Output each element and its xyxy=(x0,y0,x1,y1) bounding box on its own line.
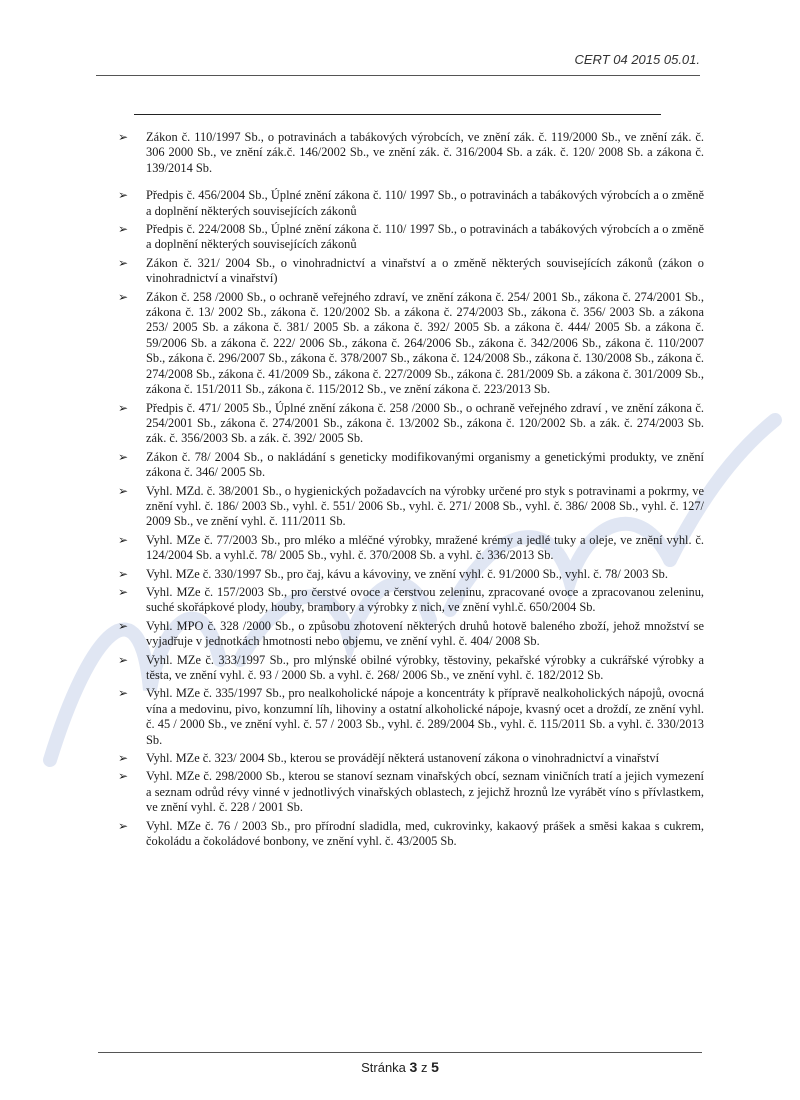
list-item-text: Vyhl. MZe č. 330/1997 Sb., pro čaj, kávu a kávoviny, ve znění vyhl. č. 91/2000 Sb., vyhl. č. 78/ 2003 Sb. xyxy=(146,566,668,581)
arrow-bullet-icon: ➢ xyxy=(118,686,129,701)
arrow-bullet-icon: ➢ xyxy=(118,751,129,766)
list-item-text: Zákon č. 321/ 2004 Sb., o vinohradnictví a vinařství a o změně některých souvisejících zákonů (zákon o vinohradnictví a vinařství) xyxy=(146,255,704,286)
arrow-bullet-icon: ➢ xyxy=(118,449,129,464)
list-item-text: Vyhl. MZe č. 77/2003 Sb., pro mléko a mléčné výrobky, mražené krémy a jedlé tuky a oleje, ve znění vyhl. č. 124/2004 Sb. a vyhl.č. 78/ 2005 Sb., vyhl. č. 370/2008 Sb. a vyhl. č. 336/2013 Sb. xyxy=(146,532,704,563)
section-rule xyxy=(134,114,661,115)
list-item xyxy=(118,585,704,616)
list-item xyxy=(118,290,704,398)
list-item-text: Předpis č. 471/ 2005 Sb., Úplné znění zákona č. 258 /2000 Sb., o ochraně veřejného zdraví , ve znění zákona č. 254/2001 Sb., zákona č. 274/2001 Sb., zákona č. 13/2002 Sb., zákona č. 120/2002 Sb. a zák. č. 274/2003 Sb. zák. č. 356/2003 Sb. a zák. č. 392/ 2005 Sb. xyxy=(146,400,704,446)
arrow-bullet-icon: ➢ xyxy=(118,618,129,633)
arrow-bullet-icon: ➢ xyxy=(118,769,129,784)
of-label: z xyxy=(420,1060,428,1075)
list-item xyxy=(118,533,704,564)
arrow-bullet-icon: ➢ xyxy=(118,652,129,667)
list-item-text: Předpis č. 456/2004 Sb., Úplné znění zákona č. 110/ 1997 Sb., o potravinách a tabákových výrobcích a o změně a doplnění některých souvisejících zákonů xyxy=(146,188,704,218)
page-number: 3 xyxy=(409,1059,418,1075)
arrow-bullet-icon: ➢ xyxy=(118,818,129,833)
arrow-bullet-icon: ➢ xyxy=(118,255,129,270)
list-item xyxy=(118,751,704,766)
document-code: CERT 04 2015 05.01. xyxy=(574,52,700,67)
total-pages: 5 xyxy=(431,1059,439,1075)
list-item xyxy=(118,484,704,530)
arrow-bullet-icon: ➢ xyxy=(118,130,129,144)
list-item xyxy=(118,222,704,253)
list-item xyxy=(118,653,704,684)
list-item-text: Zákon č. 110/1997 Sb., o potravinách a tabákových výrobcích, ve znění zák. č. 119/2000 Sb., ve znění zák. č. 306 2000 Sb., ve znění zák.č. 146/2002 Sb., ve znění zák. č. 316/2004 Sb. a zák. č. 120/ 2008 Sb. a zákona č. 139/2014 Sb. xyxy=(146,130,704,175)
list-item xyxy=(118,686,704,748)
arrow-bullet-icon: ➢ xyxy=(118,222,129,237)
list-item-text: Předpis č. 224/2008 Sb., Úplné znění zákona č. 110/ 1997 Sb., o potravinách a tabákových výrobcích a o změně a doplnění některých souvisejících zákonů xyxy=(146,222,704,252)
list-item xyxy=(118,819,704,850)
arrow-bullet-icon: ➢ xyxy=(118,289,129,304)
list-item-text: Vyhl. MZe č. 333/1997 Sb., pro mlýnské obilné výrobky, těstoviny, pekařské výrobky a cukrářské výrobky a těsta, ve znění vyhl. č. 93 / 2000 Sb. a vyhl. č. 268/ 2006 Sb., ve znění vyhl. č. 182/2012 Sb. xyxy=(146,652,704,682)
list-item-text: Vyhl. MZe č. 323/ 2004 Sb., kterou se provádějí některá ustanovení zákona o vinohradnictví a vinařství xyxy=(146,751,660,766)
arrow-bullet-icon: ➢ xyxy=(118,400,129,415)
arrow-bullet-icon: ➢ xyxy=(118,532,129,547)
page-label: Stránka xyxy=(361,1060,406,1075)
header-rule xyxy=(96,75,700,76)
legislation-list xyxy=(118,130,704,852)
list-item xyxy=(118,567,704,582)
list-item-text: Vyhl. MPO č. 328 /2000 Sb., o způsobu zhotovení některých druhů hotově baleného zboží, jehož množství se vyjadřuje v jednotkách hmotnosti nebo objemu, ve znění vyhl. č. 404/ 2008 Sb. xyxy=(146,618,704,649)
list-item xyxy=(118,450,704,481)
list-item xyxy=(118,130,704,176)
arrow-bullet-icon: ➢ xyxy=(118,188,129,203)
arrow-bullet-icon: ➢ xyxy=(118,483,129,498)
page-footer xyxy=(0,1059,800,1075)
list-item-text: Vyhl. MZe č. 298/2000 Sb., kterou se stanoví seznam vinařských obcí, seznam viničních tratí a jejich vymezení a seznam odrůd révy vinné v jednotlivých vinařských oblastech, z jejichž hroznů lze vyrábět víno s přívlastkem, ve znění vyhl. č. 228 / 2001 Sb. xyxy=(146,769,704,815)
list-item-text: Zákon č. 78/ 2004 Sb., o nakládání s geneticky modifikovanými organismy a genetickými produkty, ve znění zákona č. 346/ 2005 Sb. xyxy=(146,449,704,480)
list-item-text: Vyhl. MZe č. 76 / 2003 Sb., pro přírodní sladidla, med, cukrovinky, kakaový prášek a směsi kakaa s cukrem, čokoládu a čokoládové bonbony, ve znění vyhl. č. 43/2005 Sb. xyxy=(146,818,704,849)
list-item xyxy=(118,769,704,815)
list-item xyxy=(118,256,704,287)
list-item xyxy=(118,619,704,650)
footer-rule xyxy=(98,1052,702,1053)
arrow-bullet-icon: ➢ xyxy=(118,566,129,581)
list-item-text: Zákon č. 258 /2000 Sb., o ochraně veřejného zdraví, ve znění zákona č. 254/ 2001 Sb., zákona č. 274/2001 Sb., zákona č. 13/ 2002 Sb., zákona č. 120/2002 Sb. a zákona č. 274/2003 Sb., zákona č. 356/ 2003 Sb. a zákona 253/ 2005 Sb. a zákona č. 381/ 2005 Sb. a zákona č. 392/ 2005 Sb. a zákona č. 444/ 2005 Sb. a zákona č. 59/2006 Sb. a zákona č. 222/ 2006 Sb., zákona č. 264/2006 Sb., zákona č. 342/2006 Sb., zákona č. 110/2007 Sb., zákona č. 296/2007 Sb., zákona č. 378/2007 Sb., zákona č. 124/2008 Sb., zákona č. 130/2008 Sb., zákona č. 274/2008 Sb., zákona č. 41/2009 Sb., zákona č. 227/2009 Sb., zákona č. 281/2009 Sb. a zákona č. 301/2009 Sb., zákona č. 151/2011 Sb., zákona č. 115/2012 Sb., ve znění zákona č. 223/2013 Sb. xyxy=(146,289,704,397)
list-item-text: Vyhl. MZe č. 157/2003 Sb., pro čerstvé ovoce a čerstvou zeleninu, zpracované ovoce a zpracovanou zeleninu, suché skořápkové plody, houby, brambory a výrobky z nich, ve znění vyhl.č. 650/2004 Sb. xyxy=(146,584,704,615)
list-item xyxy=(118,401,704,447)
list-item xyxy=(118,188,704,219)
list-item-text: Vyhl. MZd. č. 38/2001 Sb., o hygienických požadavcích na výrobky určené pro styk s potravinami a pokrmy, ve znění vyhl. č. 186/ 2003 Sb., vyhl. č. 551/ 2006 Sb., vyhl. č. 271/ 2008 Sb., vyhl. č. 386/ 2008 Sb., vyhl. č. 127/ 2009 Sb., ve znění vyhl. č. 111/2011 Sb. xyxy=(146,483,704,529)
list-item-text: Vyhl. MZe č. 335/1997 Sb., pro nealkoholické nápoje a koncentráty k přípravě nealkoholických nápojů, ovocná vína a medovinu, pivo, konzumní líh, lihoviny a ostatní alkoholické nápoje, kvasný ocet a droždí, ze znění vyhl. č. 45 / 2000 Sb., ve znění vyhl. č. 57 / 2003 Sb., vyhl. č. 289/2004 Sb., vyhl. č. 115/2011 Sb. a vyhl. č. 330/2013 Sb. xyxy=(146,686,704,747)
arrow-bullet-icon: ➢ xyxy=(118,584,129,599)
